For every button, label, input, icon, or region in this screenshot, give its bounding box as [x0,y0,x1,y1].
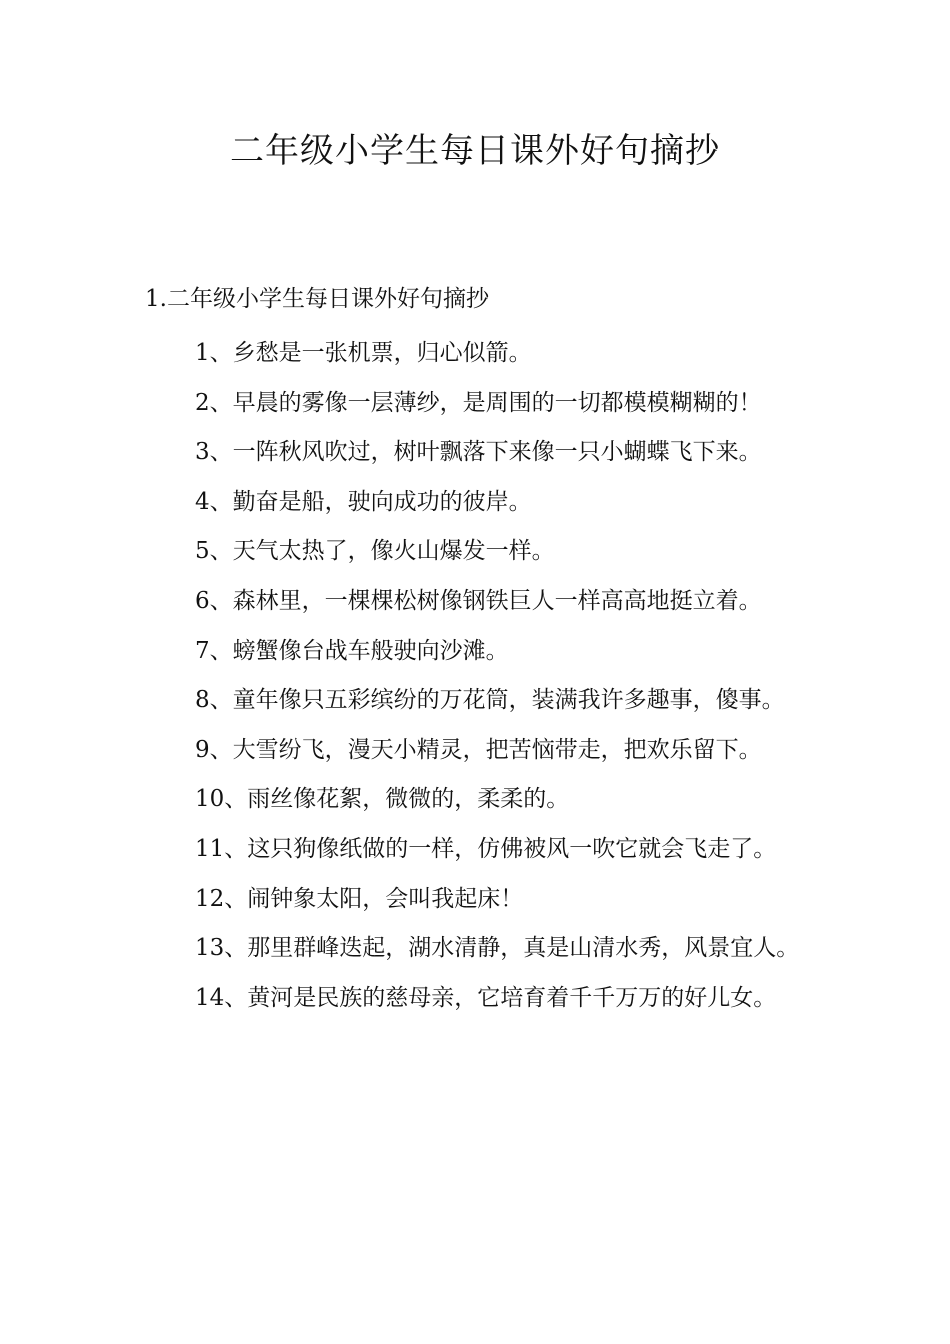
sentence-item: 13、那里群峰迭起，湖水清静，真是山清水秀，风景宜人。 [195,935,800,962]
sentence-item: 4、勤奋是船，驶向成功的彼岸。 [195,488,532,515]
sentence-item: 5、天气太热了，像火山爆发一样。 [195,538,555,565]
sentence-item: 2、早晨的雾像一层薄纱，是周围的一切都模模糊糊的！ [195,389,762,416]
sentence-item: 6、森林里，一棵棵松树像钢铁巨人一样高高地挺立着。 [195,587,762,614]
sentence-item: 3、一阵秋风吹过，树叶飘落下来像一只小蝴蝶飞下来。 [195,439,762,466]
sentence-item: 9、大雪纷飞，漫天小精灵，把苦恼带走，把欢乐留下。 [195,736,762,763]
document-body [145,279,810,1023]
sentence-item: 11、这只狗像纸做的一样，仿佛被风一吹它就会飞走了。 [195,835,777,862]
document-title: 二年级小学生每日课外好句摘抄 [230,131,720,171]
sentence-item: 12、闹钟象太阳，会叫我起床！ [195,885,524,912]
sentence-item: 7、螃蟹像台战车般驶向沙滩。 [195,637,509,664]
sentence-item: 10、雨丝像花絮，微微的，柔柔的。 [195,786,570,813]
sentence-item: 8、童年像只五彩缤纷的万花筒，装满我许多趣事，傻事。 [195,687,785,714]
sentence-item: 1、乡愁是一张机票，归心似箭。 [195,340,532,366]
sentence-item: 14、黄河是民族的慈母亲，它培育着千千万万的好儿女。 [195,984,777,1011]
section-heading: 1.二年级小学生每日课外好句摘抄 [145,286,489,312]
